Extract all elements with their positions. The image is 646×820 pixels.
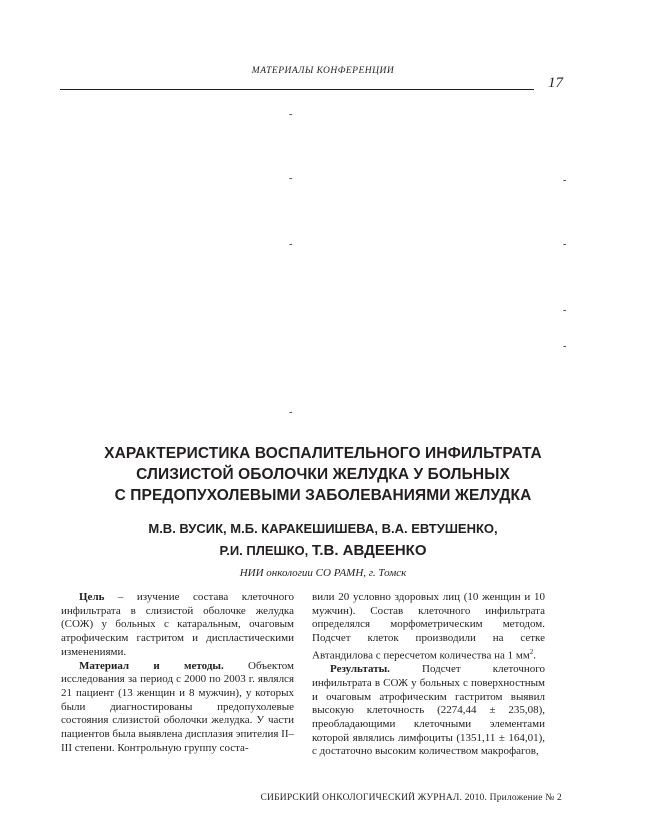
- dash-artifact: -: [289, 407, 293, 418]
- header-rule: [60, 89, 534, 90]
- article-title: [0, 443, 646, 506]
- dash-artifact: -: [289, 239, 293, 250]
- dash-artifact: -: [289, 173, 293, 184]
- aim-text: – изучение состава клеточного инфильтрата в слизистой оболочке желудка (СОЖ) у больных с катаральным, очаговым атрофическим гастритом и диспластическими изменениями.: [61, 591, 294, 658]
- results-text: Подсчет клеточного инфильтрата в СОЖ у больных с поверхностным и очаговым атрофическим гастритом выявил высокую клеточность (2274,44 ± 235,08), преобладающими клеточными элементами которой являлись лимфоциты (1351,11 ± 164,01), с достаточно высоким количеством макрофагов,: [312, 663, 545, 758]
- author-name-emphasized: Т.В. АВДЕЕНКО: [311, 542, 427, 559]
- dash-artifact: -: [563, 305, 567, 316]
- dash-artifact: -: [563, 239, 567, 250]
- paragraph-aim: [61, 591, 294, 660]
- body-column-left: [61, 591, 294, 755]
- dash-artifact: -: [563, 175, 567, 186]
- results-label: Результаты.: [330, 663, 390, 676]
- methods-label: Материал и методы.: [79, 659, 224, 672]
- author-names: Р.И. ПЛЕШКО,: [219, 543, 312, 558]
- methods-cont-text: вили 20 условно здоровых лиц (10 женщин и 10 мужчин). Состав клеточного инфильтрата определялся морфометрическим методом. Подсчет клеток производили на сетке Автандилова с пересчетом количества на 1 мм: [312, 591, 545, 662]
- page-number: 17: [548, 75, 563, 91]
- paragraph-methods-continued: [312, 591, 545, 663]
- journal-footer: СИБИРСКИЙ ОНКОЛОГИЧЕСКИЙ ЖУРНАЛ. 2010. Приложение № 2: [260, 793, 562, 803]
- title-line: С ПРЕДОПУХОЛЕВЫМИ ЗАБОЛЕВАНИЯМИ ЖЕЛУДКА: [114, 487, 532, 504]
- body-column-right: [312, 591, 545, 759]
- aim-label: Цель: [79, 591, 105, 603]
- methods-text: Объектом исследования за период с 2000 по 2003 г. являлся 21 пациент (13 женщин и 8 мужчин), у которых были диагностированы предопухолевые состояния слизистой оболочки желудка. У части пациентов была выявлена дисплазия эпителия II–III степени. Контрольную группу соста-: [61, 659, 294, 754]
- dash-artifact: -: [289, 109, 293, 120]
- authors: [0, 518, 646, 562]
- superscript: 2: [529, 647, 534, 656]
- paragraph-results: [312, 663, 545, 759]
- title-line: СЛИЗИСТОЙ ОБОЛОЧКИ ЖЕЛУДКА У БОЛЬНЫХ: [136, 466, 510, 483]
- running-head: МАТЕРИАЛЫ КОНФЕРЕНЦИИ: [251, 66, 395, 76]
- authors-line: [0, 540, 646, 562]
- paragraph-methods: [61, 660, 294, 756]
- title-line: ХАРАКТЕРИСТИКА ВОСПАЛИТЕЛЬНОГО ИНФИЛЬТРАТА: [104, 445, 542, 462]
- affiliation: НИИ онкологии СО РАМН, г. Томск: [239, 567, 407, 579]
- dash-artifact: -: [563, 341, 567, 352]
- authors-line: М.В. ВУСИК, М.Б. КАРАКЕШИШЕВА, В.А. ЕВТУШЕНКО,: [148, 521, 498, 536]
- methods-end: .: [533, 649, 537, 662]
